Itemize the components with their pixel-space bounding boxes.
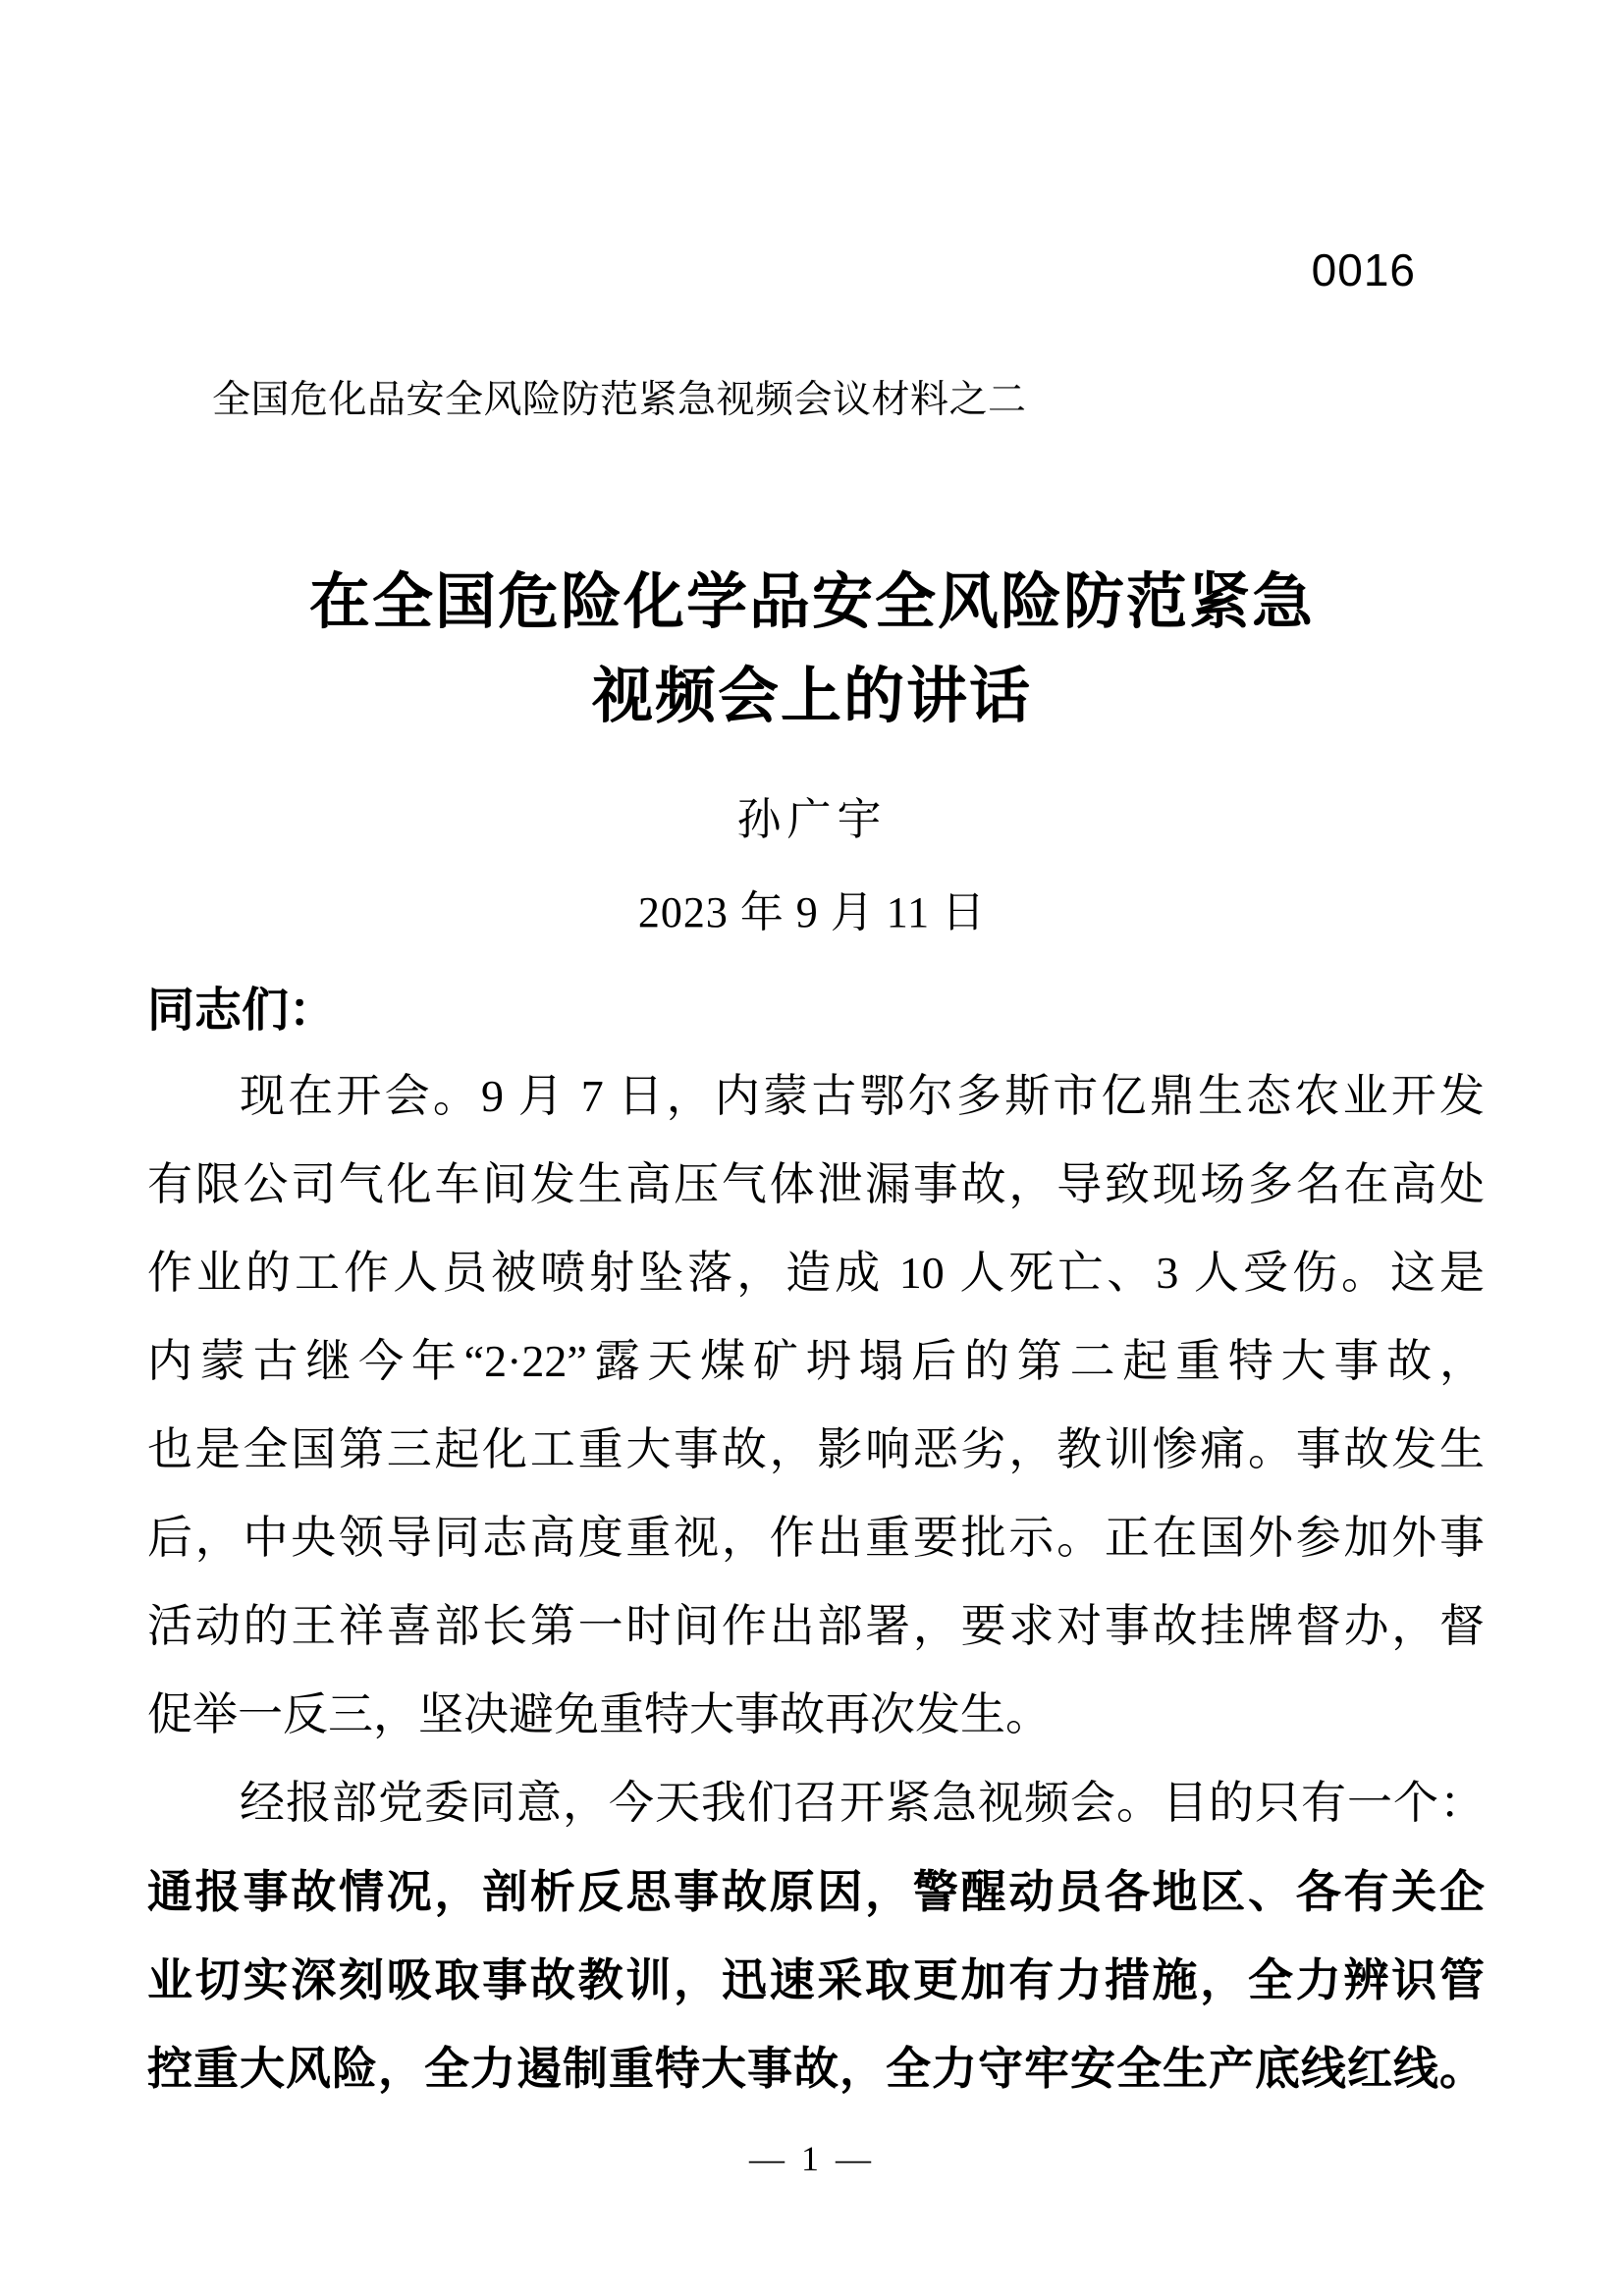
body-line: 活动的王祥喜部长第一时间作出部署，要求对事故挂牌督办，督 [147, 1601, 1485, 1651]
paragraph-2 [147, 1759, 1485, 2112]
title-line-1: 在全国危险化学品安全风险防范紧急 [308, 568, 1315, 636]
body-line-bold: 通报事故情况，剖析反思事故原因，警醒动员各地区、各有关企 [147, 1866, 1485, 1917]
body-line: 有限公司气化车间发生高压气体泄漏事故，导致现场多名在高处 [147, 1159, 1485, 1209]
author-name: 孙广宇 [736, 795, 888, 844]
body-line: 作业的工作人员被喷射坠落，造成 10 人死亡、3 人受伤。这是 [147, 1248, 1485, 1298]
salutation: 同志们： [147, 985, 337, 1037]
footer-page-number: — 1 — [749, 2139, 875, 2178]
stamp-number: 0016 [1311, 244, 1416, 295]
document-title [0, 556, 1624, 744]
body-text [147, 1052, 1485, 2112]
body-line: 也是全国第三起化工重大事故，影响恶劣，教训惨痛。事故发生 [147, 1424, 1485, 1474]
body-line: 内蒙古继今年“2·22”露天煤矿坍塌后的第二起重特大事故， [147, 1336, 1485, 1386]
header-note: 全国危化品安全风险防范紧急视频会议材料之二 [212, 379, 1027, 421]
document-date: 2023 年 9 月 11 日 [637, 888, 987, 936]
body-line: 经报部党委同意，今天我们召开紧急视频会。目的只有一个： [240, 1778, 1485, 1828]
body-line: 后，中央领导同志高度重视，作出重要批示。正在国外参加外事 [147, 1513, 1485, 1563]
body-line-bold: 控重大风险，全力遏制重特大事故，全力守牢安全生产底线红线。 [147, 2043, 1485, 2094]
title-line-2: 视频会上的讲话 [591, 663, 1032, 730]
body-line: 现在开会。9 月 7 日，内蒙古鄂尔多斯市亿鼎生态农业开发 [240, 1071, 1485, 1121]
body-line-bold: 业切实深刻吸取事故教训，迅速采取更加有力措施，全力辨识管 [147, 1954, 1485, 2005]
body-line: 促举一反三，坚决避免重特大事故再次发生。 [147, 1689, 1051, 1739]
paragraph-1 [147, 1052, 1485, 1759]
